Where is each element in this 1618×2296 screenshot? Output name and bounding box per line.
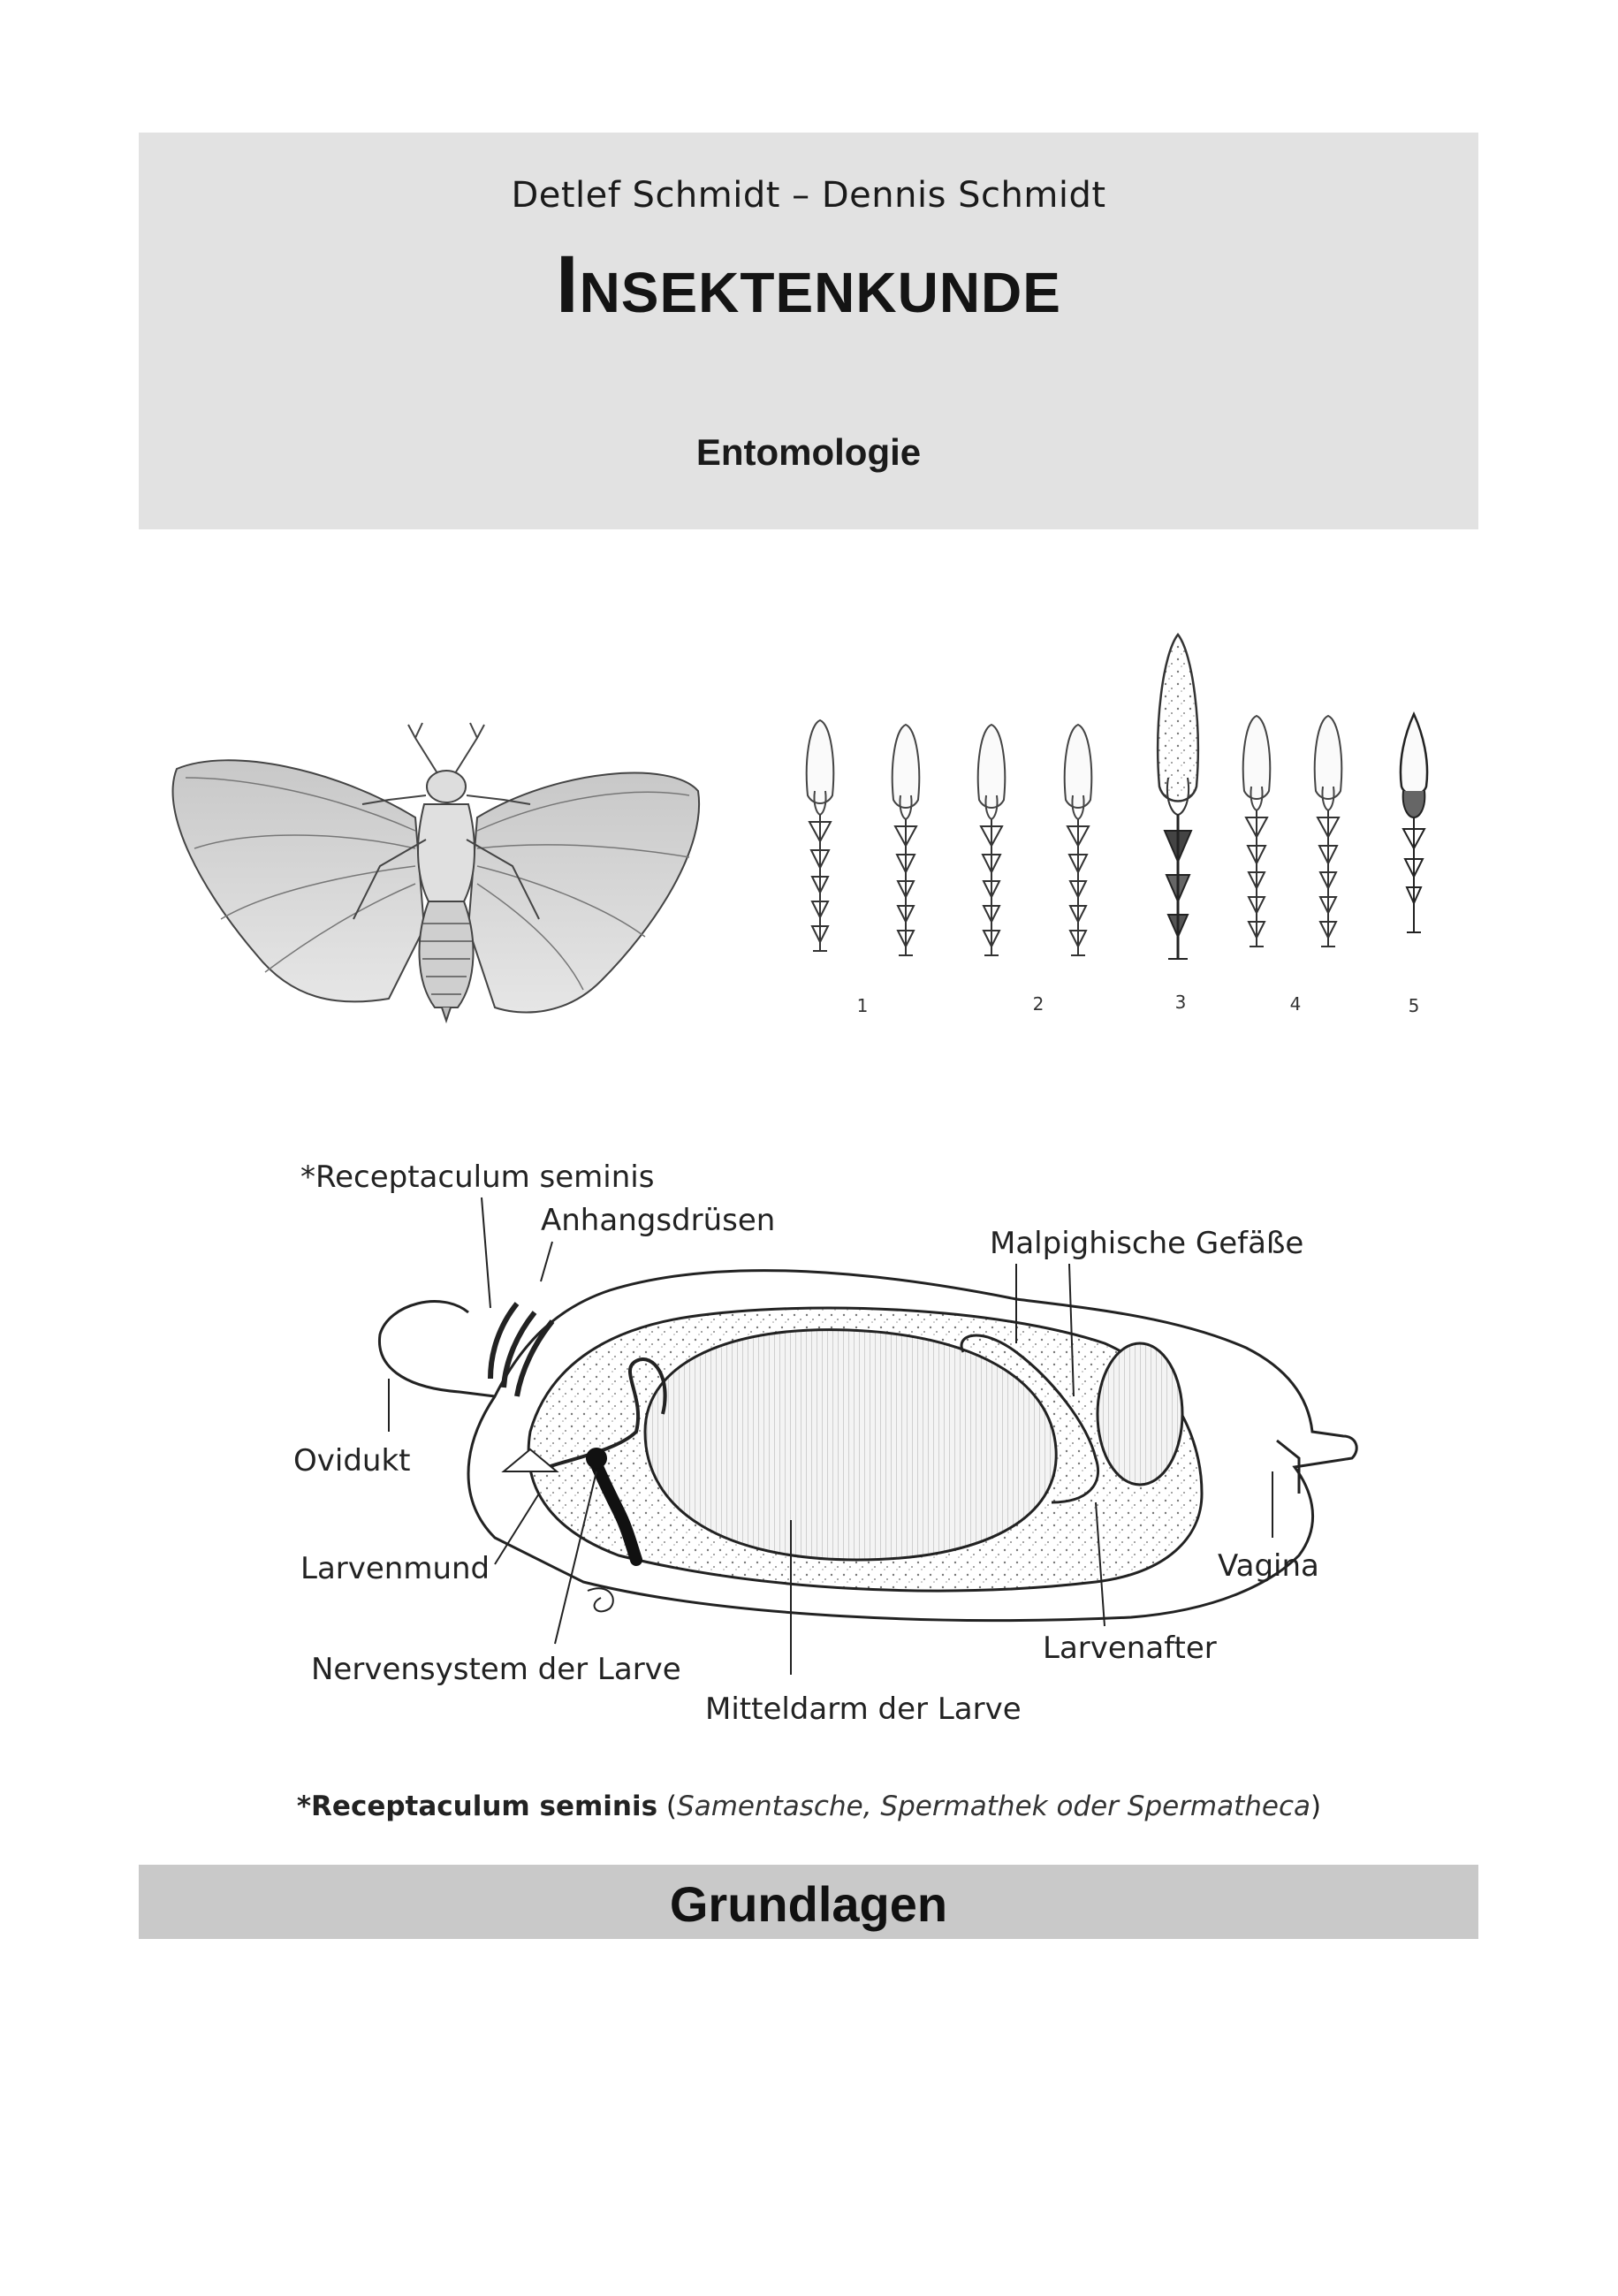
label-mitteldarm: Mitteldarm der Larve	[705, 1692, 1022, 1727]
antenna-5	[1401, 714, 1427, 932]
antenna-4a	[1243, 716, 1270, 947]
label-nervensystem: Nervensystem der Larve	[311, 1652, 681, 1687]
antenna-3	[1158, 635, 1198, 959]
mitteldarm	[645, 1330, 1056, 1560]
label-malpighische: Malpighische Gefäße	[990, 1226, 1304, 1261]
moth-abdomen	[420, 901, 474, 1007]
figure-caption	[0, 1790, 1618, 1822]
footer-label: Grundlagen	[669, 1876, 948, 1932]
antenna-2a	[978, 725, 1005, 955]
moth-illustration	[173, 723, 700, 1021]
moth-thorax	[418, 804, 475, 901]
label-anhangsdruesen: Anhangsdrüsen	[541, 1203, 776, 1238]
label-larvenmund: Larvenmund	[300, 1551, 490, 1586]
posterior-mass	[1098, 1343, 1182, 1485]
antenna-number-3: 3	[1174, 992, 1187, 1013]
antenna-illustrations	[807, 635, 1427, 1016]
antenna-number-5: 5	[1408, 995, 1420, 1016]
book-subtitle: Entomologie	[695, 431, 922, 473]
moth-head	[427, 771, 466, 802]
caption-term: *Receptaculum seminis	[296, 1790, 658, 1822]
left-wing	[173, 760, 424, 1001]
caption-close: )	[1310, 1790, 1322, 1822]
footer-bar	[139, 1865, 1478, 1939]
book-title: Insektenkunde	[556, 239, 1061, 330]
caption-synonyms: Samentasche, Spermathek oder Spermatheca	[677, 1790, 1311, 1822]
antenna-2b	[1065, 725, 1091, 955]
antenna-1a	[807, 720, 833, 951]
anatomy-illustration	[293, 1159, 1356, 1727]
antenna-number-2: 2	[1032, 993, 1044, 1015]
ovidukt-tube	[379, 1302, 495, 1396]
antenna-number-4: 4	[1289, 993, 1302, 1015]
antenna-number-1: 1	[856, 995, 869, 1016]
label-receptaculum: *Receptaculum seminis	[300, 1159, 655, 1195]
antenna-4b	[1315, 716, 1341, 947]
label-vagina: Vagina	[1218, 1548, 1319, 1584]
authors: Detlef Schmidt – Dennis Schmidt	[511, 175, 1106, 216]
antenna-1b	[893, 725, 919, 955]
label-ovidukt: Ovidukt	[293, 1443, 411, 1479]
label-larvenafter: Larvenafter	[1043, 1631, 1217, 1666]
right-wing	[468, 773, 699, 1013]
caption-open: (	[657, 1790, 678, 1822]
